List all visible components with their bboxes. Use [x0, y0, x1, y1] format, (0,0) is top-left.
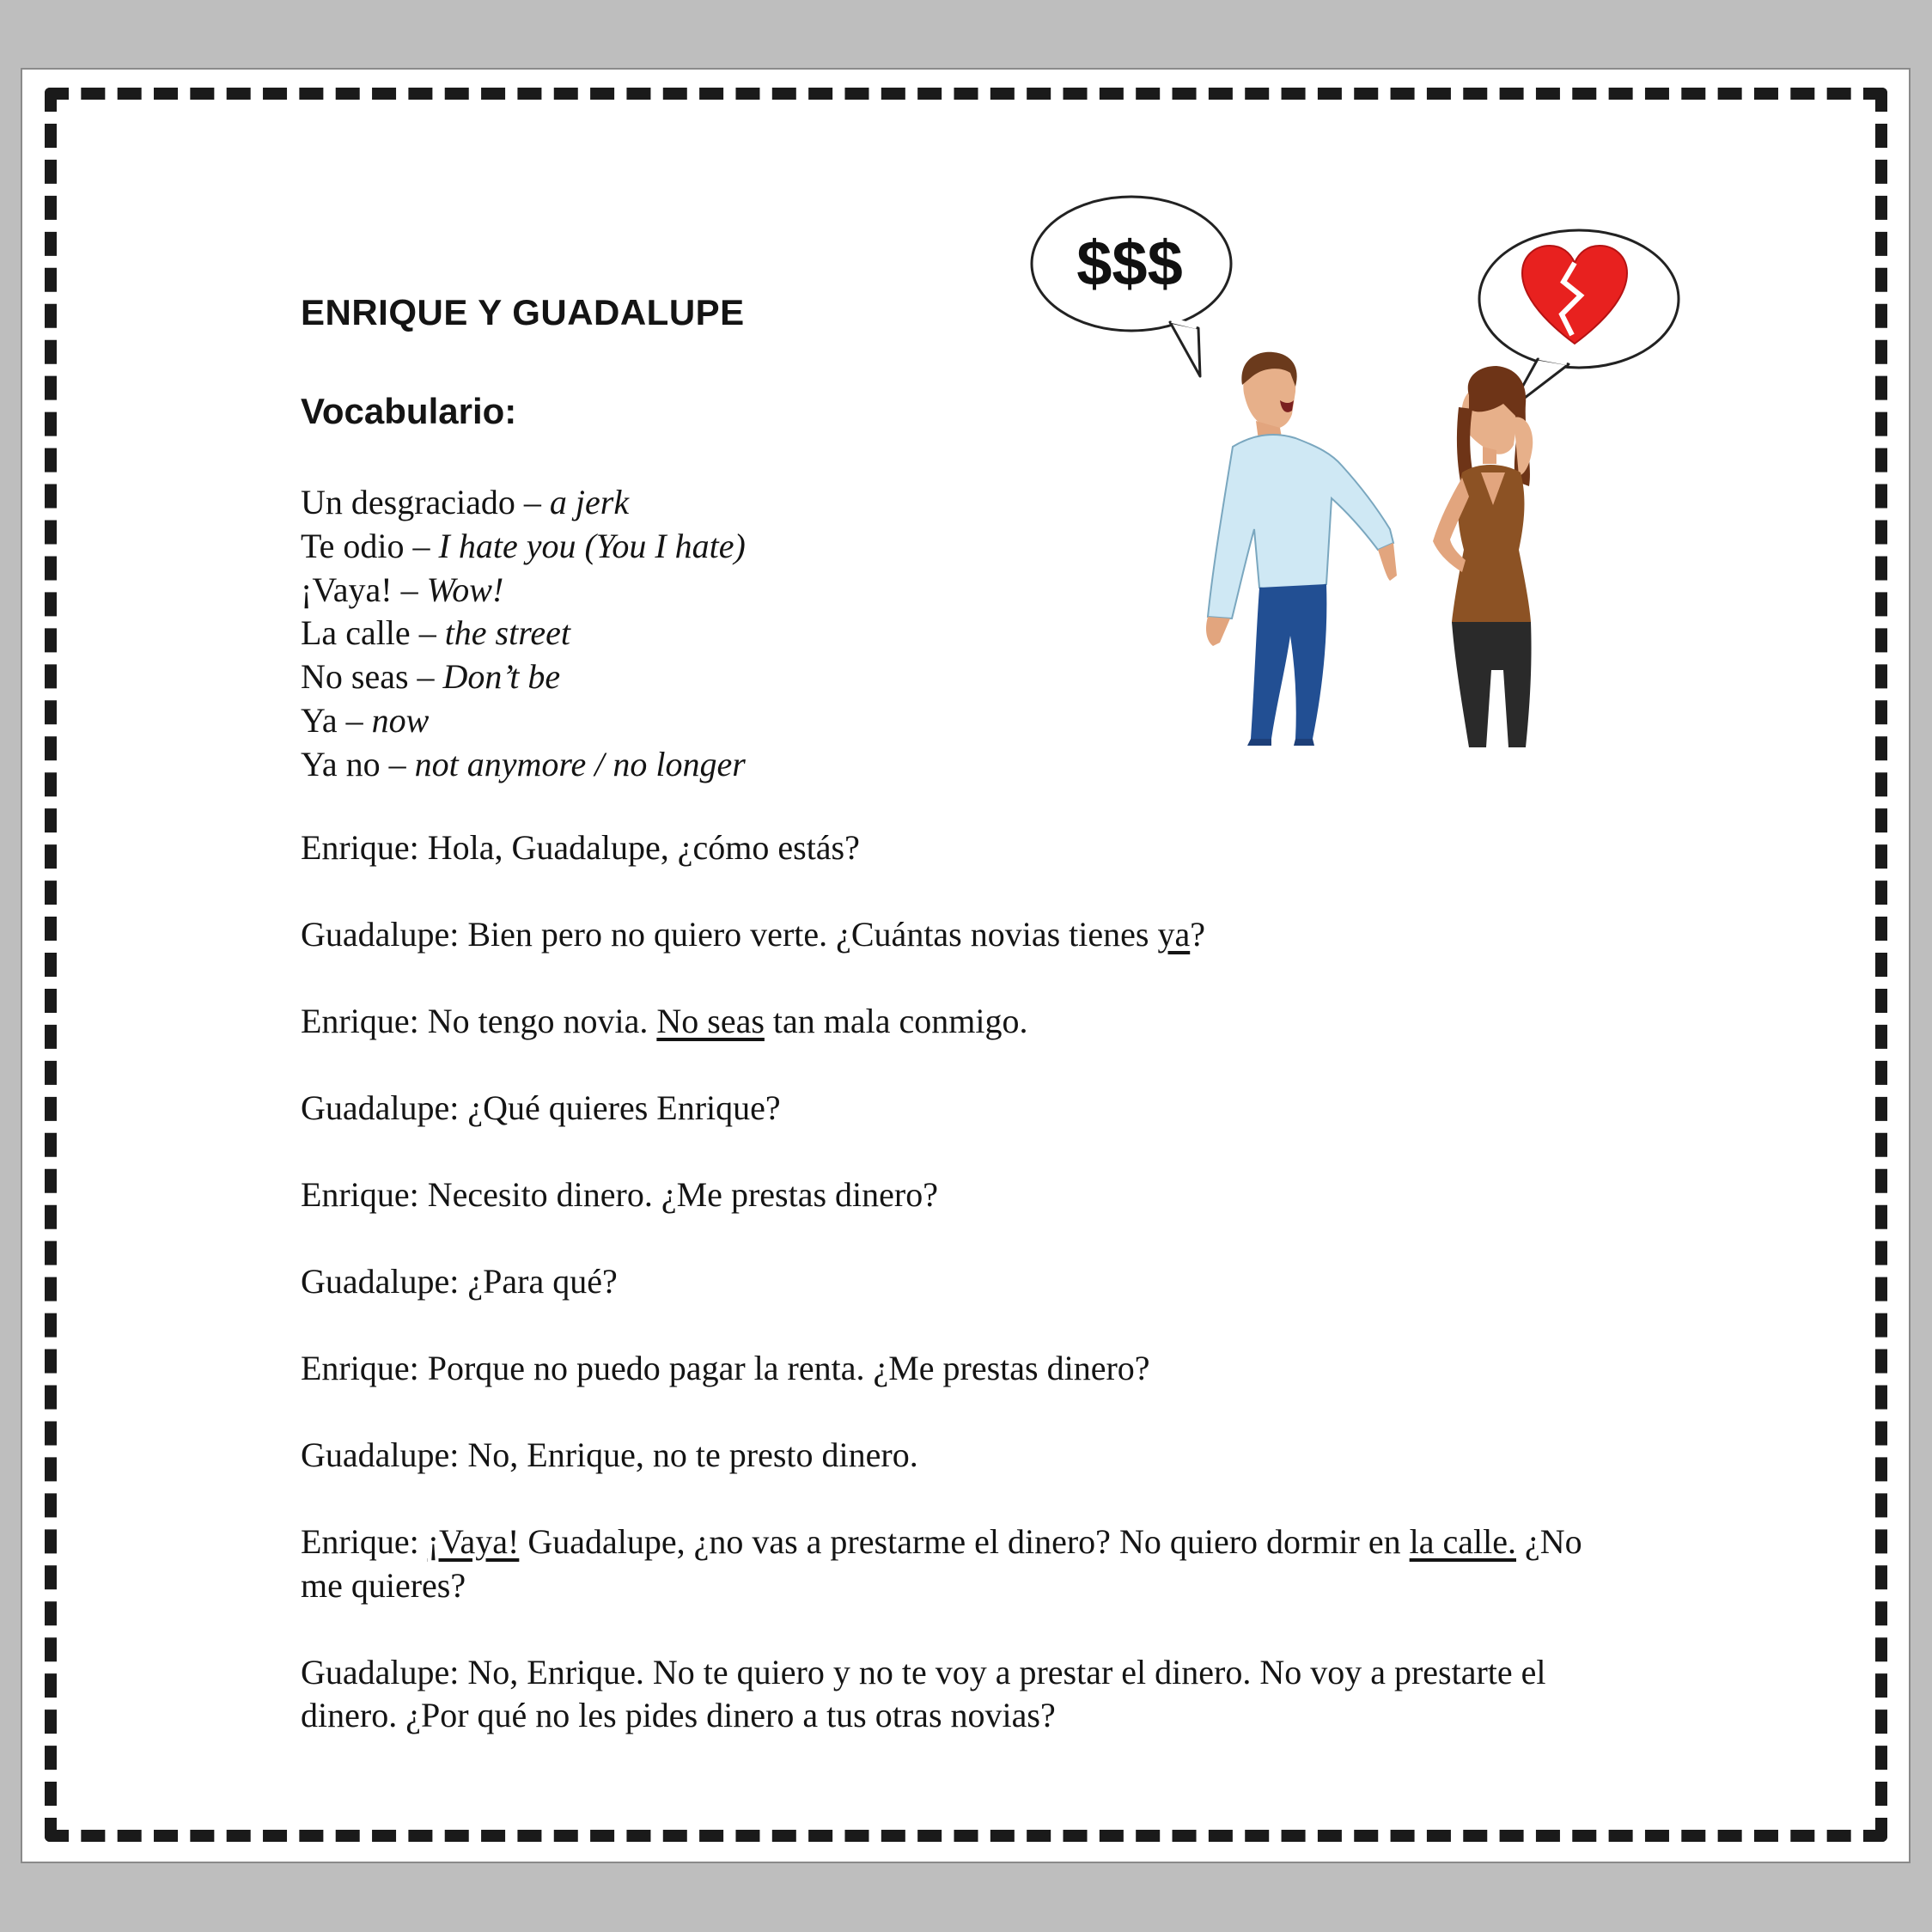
dialogue-line [301, 1434, 1606, 1478]
vocab-separator: – [408, 657, 443, 697]
vocab-underline: ¡Vaya! [427, 1522, 520, 1561]
dialogue-line [301, 1173, 1606, 1217]
dialogue-line [301, 1521, 1606, 1607]
dialogue-text: Guadalupe: No, Enrique, no te presto dinero. [301, 1435, 918, 1474]
vocab-underline: ya [1157, 915, 1191, 954]
vocab-item [301, 699, 1074, 743]
dialogue-line [301, 826, 1606, 870]
vocab-translation: I hate you (You I hate) [438, 526, 746, 565]
vocab-separator: – [380, 744, 415, 783]
money-speech-bubble [1032, 197, 1231, 376]
vocab-underline: No seas [656, 1002, 765, 1040]
dialogue-text: tan mala conmigo. [764, 1002, 1028, 1040]
vocab-translation: now [371, 700, 430, 740]
vocab-term: La calle [301, 613, 411, 653]
vocab-separator: – [515, 483, 550, 521]
vocab-translation: Don’t be [442, 657, 561, 697]
dialogue-text: Guadalupe: Bien pero no quiero verte. ¿Cuántas novias tienes [301, 915, 1158, 954]
vocab-translation: Wow! [426, 570, 504, 609]
vocab-item [301, 481, 1074, 525]
vocab-term: Te odio [301, 526, 405, 565]
dialogue-line [301, 913, 1606, 957]
vocab-separator: – [404, 526, 439, 565]
vocab-item [301, 569, 1074, 613]
dialogue-text: Guadalupe: No, Enrique. No te quiero y no te voy a prestar el dinero. No voy a prestarte el dinero. ¿Por qué no les pides dinero a tus otras novias? [301, 1652, 1546, 1734]
dialogue-line [301, 1347, 1606, 1391]
dialogue-line [301, 1651, 1606, 1738]
dialogue-line [301, 1087, 1606, 1131]
vocab-separator: – [392, 570, 427, 609]
dialogue-line [301, 1260, 1606, 1304]
dialogue-line [301, 1000, 1606, 1044]
vocab-item [301, 612, 1074, 655]
vocab-translation: not anymore / no longer [414, 744, 746, 783]
vocab-item [301, 525, 1074, 569]
dialogue-text: Guadalupe, ¿no vas a prestarme el dinero? No quiero dormir en [519, 1522, 1410, 1561]
dialogue-text: Guadalupe: ¿Qué quieres Enrique? [301, 1088, 781, 1127]
dialogue [301, 826, 1606, 1781]
dialogue-text: Enrique: Porque no puedo pagar la renta. ¿Me prestas dinero? [301, 1349, 1150, 1387]
dialogue-text: Enrique: [301, 1522, 428, 1561]
vocabulary-list [301, 481, 1074, 787]
dialogue-text: Enrique: Hola, Guadalupe, ¿cómo estás? [301, 828, 860, 867]
vocabulary-heading: Vocabulario: [301, 391, 517, 431]
couple-illustration [1022, 189, 1701, 782]
money-text: $$$ [1076, 228, 1183, 299]
vocab-term: Ya no [301, 744, 381, 783]
vocab-separator: – [337, 700, 372, 740]
dialogue-text: ? [1190, 915, 1206, 954]
vocab-term: Ya [301, 700, 338, 740]
vocab-term: Un desgraciado [301, 483, 515, 521]
vocab-item [301, 743, 1074, 787]
vocab-translation: a jerk [549, 483, 630, 521]
document-title: ENRIQUE Y GUADALUPE [301, 292, 745, 332]
vocab-underline: la calle. [1409, 1522, 1516, 1561]
man-figure [1206, 352, 1397, 746]
dialogue-text: Enrique: Necesito dinero. ¿Me prestas dinero? [301, 1175, 938, 1214]
dialogue-text: Enrique: No tengo novia. [301, 1002, 657, 1040]
woman-figure [1433, 366, 1533, 747]
vocab-term: ¡Vaya! [301, 570, 393, 609]
dialogue-text: Guadalupe: ¿Para qué? [301, 1262, 618, 1301]
vocab-item [301, 655, 1074, 699]
dialogue-text: ¿No me quieres? [301, 1522, 1582, 1605]
vocab-translation: the street [444, 613, 570, 653]
vocab-separator: – [410, 613, 445, 653]
vocab-term: No seas [301, 657, 409, 697]
